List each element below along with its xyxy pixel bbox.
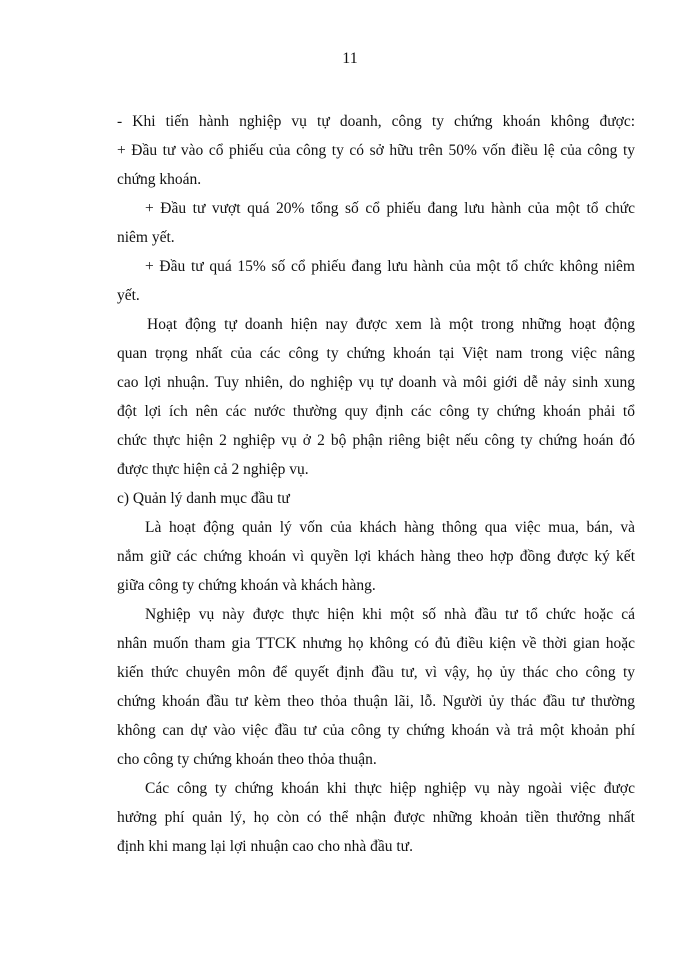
text-line: quan trọng nhất của các công ty chứng khoán tại Việt nam trong việc nâng: [117, 345, 635, 362]
text-line: được thực hiện cả 2 nghiệp vụ.: [117, 461, 309, 478]
text-line: kiến thức chuyên môn để quyết định đầu tư, vì vậy, họ ủy thác cho công ty: [117, 664, 635, 681]
text-line: chứng khoán đầu tư kèm theo thỏa thuận lãi, lỗ. Người ủy thác đầu tư thường: [117, 693, 635, 710]
text-line: cao lợi nhuận. Tuy nhiên, do nghiệp vụ tự doanh và môi giới dễ nảy sinh xung: [117, 374, 635, 391]
text-line: định khi mang lại lợi nhuận cao cho nhà đầu tư.: [117, 838, 413, 855]
text-line: hưởng phí quản lý, họ còn có thể nhận được những khoản tiền thưởng nhất: [117, 809, 635, 826]
text-line: Nghiệp vụ này được thực hiện khi một số nhà đầu tư tổ chức hoặc cá: [145, 606, 635, 623]
section-heading: c) Quản lý danh mục đầu tư: [117, 490, 290, 507]
text-line: + Đầu tư quá 15% số cổ phiếu đang lưu hành của một tổ chức không niêm: [145, 258, 635, 275]
text-line: + Đầu tư vượt quá 20% tổng số cổ phiếu đang lưu hành của một tổ chức: [145, 200, 635, 217]
text-line: giữa công ty chứng khoán và khách hàng.: [117, 577, 376, 594]
text-line: không can dự vào việc đầu tư của công ty chứng khoán và trả một khoản phí: [117, 722, 635, 739]
text-line: yết.: [117, 287, 140, 304]
text-line: chứng khoán.: [117, 171, 202, 188]
text-line: nắm giữ các chứng khoán vì quyền lợi khách hàng theo hợp đồng được ký kết: [117, 548, 635, 565]
text-line: đột lợi ích nên các nước thường quy định các công ty chứng khoán phải tổ: [117, 403, 635, 420]
text-line: Các công ty chứng khoán khi thực hiệp nghiệp vụ này ngoài việc được: [145, 780, 635, 797]
text-line: Hoạt động tự doanh hiện nay được xem là một trong những hoạt động: [147, 316, 635, 333]
text-line: chức thực hiện 2 nghiệp vụ ở 2 bộ phận riêng biệt nếu công ty chứng hoán đó: [117, 432, 635, 449]
page-number: 11: [342, 50, 358, 67]
text-line: + Đầu tư vào cổ phiếu của công ty có sở hữu trên 50% vốn điều lệ của công ty: [117, 142, 635, 159]
text-line: nhân muốn tham gia TTCK nhưng họ không có đủ điều kiện về thời gian hoặc: [117, 635, 635, 652]
text-line: cho công ty chứng khoán theo thỏa thuận.: [117, 751, 377, 768]
text-line: - Khi tiến hành nghiệp vụ tự doanh, công ty chứng khoán không được:: [117, 113, 635, 130]
text-line: Là hoạt động quản lý vốn của khách hàng thông qua việc mua, bán, và: [145, 519, 635, 536]
text-line: niêm yết.: [117, 229, 175, 246]
